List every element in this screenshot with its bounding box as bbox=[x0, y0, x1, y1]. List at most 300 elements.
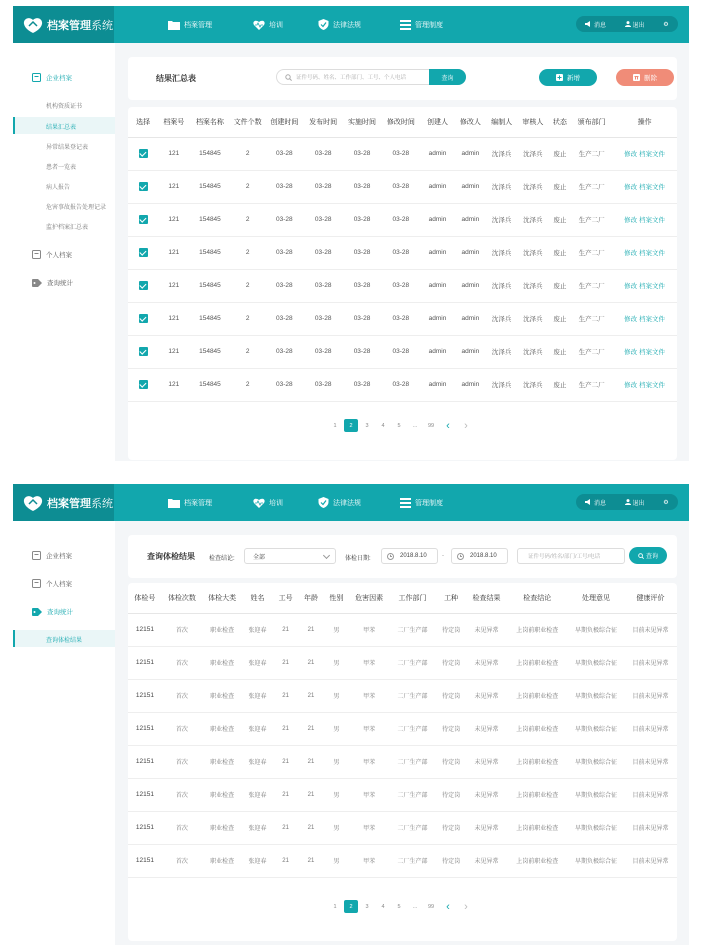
checkbox[interactable] bbox=[139, 182, 148, 191]
nav-training[interactable]: 培训 bbox=[253, 6, 283, 43]
sidebar-item-abnormal[interactable]: 异常结果登记表 bbox=[46, 145, 89, 151]
table-cell: 二厂生产部 bbox=[389, 811, 436, 844]
plus-icon bbox=[556, 74, 563, 81]
table-cell: 二厂生产部 bbox=[389, 778, 436, 811]
archive-file-link[interactable]: 档案文件 bbox=[638, 349, 665, 356]
next-page-icon[interactable]: › bbox=[464, 419, 468, 432]
table-cell: 早期负极综合征 bbox=[568, 745, 624, 778]
app-title: 档案管理系统 bbox=[47, 19, 113, 32]
table-cell: 21 bbox=[273, 613, 298, 646]
table-cell: 沈泽兵 bbox=[517, 236, 548, 269]
table-cell: 废止 bbox=[549, 302, 572, 335]
column-header: 发布时间 bbox=[304, 107, 343, 137]
table-cell: 12151 bbox=[128, 844, 162, 877]
table-cell: 03-28 bbox=[265, 269, 304, 302]
table-cell: 沈泽兵 bbox=[517, 269, 548, 302]
table-cell: 2 bbox=[230, 236, 265, 269]
table-cell: 上岗前职业检查 bbox=[507, 811, 568, 844]
table-cell: 生产二厂 bbox=[571, 236, 612, 269]
table-row bbox=[128, 203, 677, 236]
page-button[interactable]: 2 bbox=[344, 419, 358, 432]
table-cell: 沈泽兵 bbox=[486, 368, 517, 401]
table-cell: 2 bbox=[230, 269, 265, 302]
page-button[interactable]: 5 bbox=[397, 422, 401, 429]
page-button[interactable]: 4 bbox=[381, 422, 385, 429]
table-cell: 2 bbox=[230, 368, 265, 401]
exam-results-table bbox=[128, 583, 677, 878]
table-cell: 沈泽兵 bbox=[517, 368, 548, 401]
table-cell: 目前未见异常 bbox=[624, 646, 677, 679]
table-cell: 21 bbox=[298, 811, 323, 844]
screen-exam-query bbox=[13, 484, 689, 945]
column-header: 修改时间 bbox=[381, 107, 420, 137]
add-button[interactable]: 新增 bbox=[539, 69, 597, 86]
column-header: 修改人 bbox=[455, 107, 486, 137]
table-cell: 沈泽兵 bbox=[486, 170, 517, 203]
logout-button[interactable]: 退出 bbox=[625, 498, 645, 507]
delete-button[interactable]: 删除 bbox=[616, 69, 674, 86]
date-from-picker[interactable]: 2018.8.10 bbox=[381, 548, 438, 564]
row-select-cell bbox=[128, 269, 158, 302]
row-select-cell bbox=[128, 236, 158, 269]
user-icon bbox=[625, 21, 631, 27]
table-cell: 目前未见异常 bbox=[624, 712, 677, 745]
table-cell: 154845 bbox=[189, 137, 230, 170]
edit-link[interactable]: 修改 bbox=[624, 349, 638, 356]
table-row bbox=[128, 170, 677, 203]
table-cell: admin bbox=[455, 368, 486, 401]
column-header: 创建时间 bbox=[265, 107, 304, 137]
table-cell: 废止 bbox=[549, 203, 572, 236]
table-cell: 待定岗 bbox=[436, 712, 467, 745]
date-separator: - bbox=[442, 553, 444, 559]
page-button[interactable]: 5 bbox=[397, 903, 401, 910]
filter-card bbox=[128, 535, 677, 578]
sidebar-item-exam-results[interactable]: 查询体检结果 bbox=[46, 638, 83, 644]
checkbox[interactable] bbox=[139, 347, 148, 356]
edit-link[interactable]: 修改 bbox=[624, 217, 638, 224]
row-actions bbox=[612, 302, 677, 335]
shield-check-icon bbox=[318, 19, 329, 30]
page-button[interactable]: 99 bbox=[427, 903, 435, 910]
edit-link[interactable]: 修改 bbox=[624, 250, 638, 257]
table-cell: 职业检查 bbox=[202, 778, 242, 811]
table-cell: 上岗前职业检查 bbox=[507, 646, 568, 679]
prev-page-icon[interactable]: ‹ bbox=[446, 419, 450, 432]
table-cell: 121 bbox=[158, 368, 189, 401]
sidebar-group-query[interactable]: 查询统计 bbox=[32, 607, 73, 616]
row-actions bbox=[612, 236, 677, 269]
table-cell: 待定岗 bbox=[436, 679, 467, 712]
edit-link[interactable]: 修改 bbox=[624, 184, 638, 191]
page-button[interactable]: ... bbox=[412, 903, 418, 910]
table-card bbox=[128, 107, 677, 460]
table-cell: 154845 bbox=[189, 368, 230, 401]
user-icon bbox=[625, 499, 631, 505]
row-select-cell bbox=[128, 368, 158, 401]
archive-file-link[interactable]: 档案文件 bbox=[638, 283, 665, 290]
page-title: 查询体检结果 bbox=[147, 552, 195, 561]
page-button[interactable]: 4 bbox=[381, 903, 385, 910]
table-cell: 张迎春 bbox=[242, 679, 273, 712]
nav-archive[interactable]: 档案管理 bbox=[168, 484, 212, 521]
nav-rules[interactable]: 管理制度 bbox=[400, 6, 443, 43]
edit-link[interactable]: 修改 bbox=[624, 151, 638, 158]
table-cell: admin bbox=[455, 137, 486, 170]
sidebar-group-personal[interactable]: 个人档案 bbox=[32, 579, 72, 588]
sidebar bbox=[13, 43, 115, 461]
table-cell: 12151 bbox=[128, 613, 162, 646]
nav-training[interactable]: 培训 bbox=[253, 484, 283, 521]
table-cell: 21 bbox=[273, 679, 298, 712]
table-row bbox=[128, 613, 677, 646]
table-cell: 首次 bbox=[162, 745, 202, 778]
checkbox[interactable] bbox=[139, 149, 148, 158]
table-cell: 03-28 bbox=[381, 269, 420, 302]
table-cell: 甲苯 bbox=[349, 613, 389, 646]
table-cell: 03-28 bbox=[343, 137, 382, 170]
page-button[interactable]: 99 bbox=[427, 422, 435, 429]
table-cell: 废止 bbox=[549, 269, 572, 302]
table-cell: admin bbox=[455, 236, 486, 269]
table-cell: 2 bbox=[230, 335, 265, 368]
table-cell: 154845 bbox=[189, 302, 230, 335]
sidebar-group-enterprise[interactable]: 企业档案 bbox=[32, 551, 72, 560]
table-cell: 生产二厂 bbox=[571, 203, 612, 236]
sidebar-item-monitoring[interactable]: 监护档案汇总表 bbox=[46, 225, 89, 231]
edit-link[interactable]: 修改 bbox=[624, 283, 638, 290]
table-cell: 154845 bbox=[189, 236, 230, 269]
folder-icon bbox=[168, 20, 180, 30]
table-cell: 首次 bbox=[162, 613, 202, 646]
page-button[interactable]: 3 bbox=[365, 903, 369, 910]
page-button[interactable]: 1 bbox=[333, 422, 337, 429]
table-cell: 废止 bbox=[549, 170, 572, 203]
page-button[interactable]: ... bbox=[412, 422, 418, 429]
settings-gear-icon[interactable]: ⚙ bbox=[663, 21, 669, 28]
sidebar-item-incident[interactable]: 危害事故报告处理记录 bbox=[46, 205, 107, 211]
prev-page-icon[interactable]: ‹ bbox=[446, 900, 450, 913]
table-row bbox=[128, 811, 677, 844]
table-cell: 121 bbox=[158, 203, 189, 236]
table-cell: 张迎春 bbox=[242, 811, 273, 844]
column-header: 检查结论 bbox=[507, 583, 568, 613]
table-cell: 21 bbox=[298, 844, 323, 877]
sidebar-item-patient-report[interactable]: 病人报告 bbox=[46, 185, 71, 191]
table-cell: 生产二厂 bbox=[571, 335, 612, 368]
table-cell: 154845 bbox=[189, 170, 230, 203]
table-cell: 未见异常 bbox=[466, 679, 506, 712]
folder-outline-icon bbox=[32, 73, 41, 82]
table-cell: 03-28 bbox=[381, 335, 420, 368]
table-cell: 职业检查 bbox=[202, 646, 242, 679]
sidebar-group-enterprise[interactable]: 企业档案 bbox=[32, 73, 72, 82]
column-header: 创建人 bbox=[420, 107, 455, 137]
column-header: 工作部门 bbox=[389, 583, 436, 613]
table-row bbox=[128, 712, 677, 745]
table-row bbox=[128, 335, 677, 368]
table-cell: 目前未见异常 bbox=[624, 844, 677, 877]
sidebar-group-query[interactable]: 查询统计 bbox=[32, 278, 73, 287]
column-header: 选择 bbox=[128, 107, 158, 137]
table-card bbox=[128, 583, 677, 941]
table-cell: 03-28 bbox=[265, 302, 304, 335]
row-select-cell bbox=[128, 170, 158, 203]
table-cell: 121 bbox=[158, 170, 189, 203]
table-cell: 首次 bbox=[162, 712, 202, 745]
table-cell: 张迎春 bbox=[242, 613, 273, 646]
nav-archive[interactable]: 档案管理 bbox=[168, 6, 212, 43]
logout-button[interactable]: 退出 bbox=[625, 20, 645, 29]
table-cell: 早期负极综合征 bbox=[568, 613, 624, 646]
sidebar-item-result-summary[interactable]: 结果汇总表 bbox=[46, 125, 77, 131]
table-cell: 目前未见异常 bbox=[624, 745, 677, 778]
page-title: 结果汇总表 bbox=[156, 74, 196, 83]
sidebar-group-personal[interactable]: 个人档案 bbox=[32, 250, 72, 259]
table-cell: 张迎春 bbox=[242, 712, 273, 745]
column-header: 工种 bbox=[436, 583, 467, 613]
folder-outline-icon bbox=[32, 551, 41, 560]
table-cell: admin bbox=[420, 335, 455, 368]
top-bar bbox=[13, 484, 689, 521]
speaker-icon bbox=[585, 21, 592, 27]
table-cell: 12151 bbox=[128, 646, 162, 679]
clock-icon bbox=[457, 553, 464, 560]
table-cell: 二厂生产部 bbox=[389, 745, 436, 778]
table-cell: 男 bbox=[324, 811, 349, 844]
table-cell: admin bbox=[455, 170, 486, 203]
column-header: 危害因素 bbox=[349, 583, 389, 613]
table-cell: 2 bbox=[230, 203, 265, 236]
table-cell: 21 bbox=[298, 712, 323, 745]
table-cell: 03-28 bbox=[304, 269, 343, 302]
table-cell: 154845 bbox=[189, 203, 230, 236]
table-cell: 首次 bbox=[162, 811, 202, 844]
table-cell: 张迎春 bbox=[242, 646, 273, 679]
table-cell: 早期负极综合征 bbox=[568, 712, 624, 745]
archive-file-link[interactable]: 档案文件 bbox=[638, 382, 665, 389]
table-cell: 甲苯 bbox=[349, 778, 389, 811]
archive-file-link[interactable]: 档案文件 bbox=[638, 184, 665, 191]
table-cell: 21 bbox=[273, 811, 298, 844]
table-cell: 沈泽兵 bbox=[486, 335, 517, 368]
table-cell: 03-28 bbox=[304, 368, 343, 401]
search-input[interactable]: 证件号码、姓名、工作部门、工号、个人电话 bbox=[276, 69, 466, 85]
nav-rules[interactable]: 管理制度 bbox=[400, 484, 443, 521]
row-actions bbox=[612, 335, 677, 368]
table-cell: 职业检查 bbox=[202, 679, 242, 712]
app-logo[interactable] bbox=[13, 6, 114, 43]
checkbox[interactable] bbox=[139, 314, 148, 323]
table-cell: 154845 bbox=[189, 269, 230, 302]
table-cell: 121 bbox=[158, 302, 189, 335]
archive-file-link[interactable]: 档案文件 bbox=[638, 217, 665, 224]
column-header: 审核人 bbox=[517, 107, 548, 137]
table-cell: 上岗前职业检查 bbox=[507, 844, 568, 877]
settings-gear-icon[interactable]: ⚙ bbox=[663, 499, 669, 506]
table-cell: 03-28 bbox=[304, 236, 343, 269]
column-header: 操作 bbox=[612, 107, 677, 137]
table-cell: 生产二厂 bbox=[571, 269, 612, 302]
table-row bbox=[128, 745, 677, 778]
table-cell: 职业检查 bbox=[202, 811, 242, 844]
top-right-actions bbox=[576, 494, 678, 510]
message-button[interactable]: 消息 bbox=[585, 498, 606, 507]
table-cell: 首次 bbox=[162, 679, 202, 712]
table-cell: 03-28 bbox=[304, 203, 343, 236]
checkbox[interactable] bbox=[139, 215, 148, 224]
next-page-icon[interactable]: › bbox=[464, 900, 468, 913]
table-cell: admin bbox=[455, 335, 486, 368]
column-header: 检查结果 bbox=[466, 583, 506, 613]
table-cell: 职业检查 bbox=[202, 844, 242, 877]
table-cell: 沈泽兵 bbox=[517, 302, 548, 335]
table-cell: 03-28 bbox=[343, 269, 382, 302]
table-cell: 03-28 bbox=[343, 203, 382, 236]
nav-laws[interactable]: 法律法规 bbox=[318, 6, 361, 43]
search-input[interactable]: 证件号码/姓名/部门/工号/电话 bbox=[517, 548, 625, 564]
table-cell: 12151 bbox=[128, 712, 162, 745]
row-select-cell bbox=[128, 302, 158, 335]
table-header-row bbox=[128, 583, 677, 613]
archive-file-link[interactable]: 档案文件 bbox=[638, 316, 665, 323]
table-header-row bbox=[128, 107, 677, 137]
table-cell: 废止 bbox=[549, 335, 572, 368]
table-cell: 03-28 bbox=[381, 302, 420, 335]
speaker-icon bbox=[585, 499, 592, 505]
row-select-cell bbox=[128, 137, 158, 170]
search-icon bbox=[285, 74, 292, 81]
table-cell: 21 bbox=[273, 646, 298, 679]
message-button[interactable]: 消息 bbox=[585, 20, 606, 29]
table-cell: 03-28 bbox=[381, 170, 420, 203]
search-icon bbox=[638, 553, 644, 559]
table-cell: 21 bbox=[273, 778, 298, 811]
app-logo[interactable] bbox=[13, 484, 114, 521]
edit-link[interactable]: 修改 bbox=[624, 316, 638, 323]
row-actions bbox=[612, 137, 677, 170]
table-cell: 待定岗 bbox=[436, 811, 467, 844]
row-select-cell bbox=[128, 203, 158, 236]
top-bar bbox=[13, 6, 689, 43]
table-cell: 03-28 bbox=[343, 368, 382, 401]
trash-icon bbox=[633, 74, 640, 81]
table-cell: 03-28 bbox=[265, 335, 304, 368]
table-cell: 03-28 bbox=[381, 137, 420, 170]
table-cell: 早期负极综合征 bbox=[568, 811, 624, 844]
page-button[interactable]: 2 bbox=[344, 900, 358, 913]
table-cell: 21 bbox=[273, 844, 298, 877]
result-filter-label: 检查结论: bbox=[209, 556, 235, 562]
table-cell: 未见异常 bbox=[466, 778, 506, 811]
table-cell: admin bbox=[420, 170, 455, 203]
table-cell: 2 bbox=[230, 137, 265, 170]
nav-laws[interactable]: 法律法规 bbox=[318, 484, 361, 521]
table-cell: 03-28 bbox=[343, 302, 382, 335]
table-cell: 职业检查 bbox=[202, 745, 242, 778]
table-row bbox=[128, 368, 677, 401]
page-button[interactable]: 3 bbox=[365, 422, 369, 429]
table-cell: 21 bbox=[273, 712, 298, 745]
table-cell: 待定岗 bbox=[436, 778, 467, 811]
table-cell: 早期负极综合征 bbox=[568, 646, 624, 679]
table-cell: 首次 bbox=[162, 646, 202, 679]
table-cell: 二厂生产部 bbox=[389, 613, 436, 646]
edit-link[interactable]: 修改 bbox=[624, 382, 638, 389]
search-button[interactable]: 查询 bbox=[429, 69, 466, 85]
table-cell: 张迎春 bbox=[242, 745, 273, 778]
result-select[interactable]: 全部 bbox=[244, 548, 336, 564]
table-cell: 生产二厂 bbox=[571, 302, 612, 335]
checkbox[interactable] bbox=[139, 248, 148, 257]
table-cell: 沈泽兵 bbox=[486, 236, 517, 269]
table-cell: 12151 bbox=[128, 745, 162, 778]
column-header: 实施时间 bbox=[343, 107, 382, 137]
search-button[interactable]: 查询 bbox=[629, 547, 667, 564]
table-cell: 男 bbox=[324, 745, 349, 778]
column-header: 档案号 bbox=[158, 107, 189, 137]
table-cell: 21 bbox=[298, 613, 323, 646]
table-cell: 03-28 bbox=[381, 203, 420, 236]
table-cell: 21 bbox=[298, 646, 323, 679]
table-cell: 03-28 bbox=[304, 302, 343, 335]
table-cell: 甲苯 bbox=[349, 844, 389, 877]
sidebar-item-license[interactable]: 机构资质证书 bbox=[46, 104, 83, 110]
page-button[interactable]: 1 bbox=[333, 903, 337, 910]
tag-icon bbox=[32, 279, 42, 287]
table-cell: 上岗前职业检查 bbox=[507, 712, 568, 745]
date-to-picker[interactable]: 2018.8.10 bbox=[451, 548, 508, 564]
archive-file-link[interactable]: 档案文件 bbox=[638, 151, 665, 158]
table-row bbox=[128, 646, 677, 679]
heart-pulse-icon bbox=[253, 498, 265, 508]
table-cell: 首次 bbox=[162, 844, 202, 877]
sidebar bbox=[13, 521, 115, 945]
table-cell: 沈泽兵 bbox=[517, 170, 548, 203]
table-cell: 男 bbox=[324, 646, 349, 679]
table-cell: 21 bbox=[298, 778, 323, 811]
table-cell: 二厂生产部 bbox=[389, 712, 436, 745]
table-cell: 沈泽兵 bbox=[517, 203, 548, 236]
column-header: 工号 bbox=[273, 583, 298, 613]
column-header: 姓名 bbox=[242, 583, 273, 613]
table-cell: 未见异常 bbox=[466, 844, 506, 877]
table-cell: 上岗前职业检查 bbox=[507, 613, 568, 646]
table-cell: admin bbox=[420, 302, 455, 335]
table-cell: 目前未见异常 bbox=[624, 778, 677, 811]
sidebar-item-patients[interactable]: 患者一览表 bbox=[46, 165, 77, 171]
table-cell: 121 bbox=[158, 335, 189, 368]
date-filter-label: 体检日期: bbox=[345, 556, 371, 562]
table-cell: admin bbox=[420, 368, 455, 401]
table-cell: admin bbox=[455, 302, 486, 335]
table-cell: 待定岗 bbox=[436, 613, 467, 646]
checkbox[interactable] bbox=[139, 380, 148, 389]
table-cell: 03-28 bbox=[343, 335, 382, 368]
table-cell: 待定岗 bbox=[436, 745, 467, 778]
archive-file-link[interactable]: 档案文件 bbox=[638, 250, 665, 257]
table-cell: 121 bbox=[158, 269, 189, 302]
row-select-cell bbox=[128, 335, 158, 368]
table-cell: 未见异常 bbox=[466, 712, 506, 745]
screen-archive-summary bbox=[13, 6, 689, 461]
table-cell: 目前未见异常 bbox=[624, 613, 677, 646]
pagination bbox=[328, 419, 476, 432]
checkbox[interactable] bbox=[139, 281, 148, 290]
table-cell: 未见异常 bbox=[466, 646, 506, 679]
table-row bbox=[128, 844, 677, 877]
table-cell: 12151 bbox=[128, 811, 162, 844]
